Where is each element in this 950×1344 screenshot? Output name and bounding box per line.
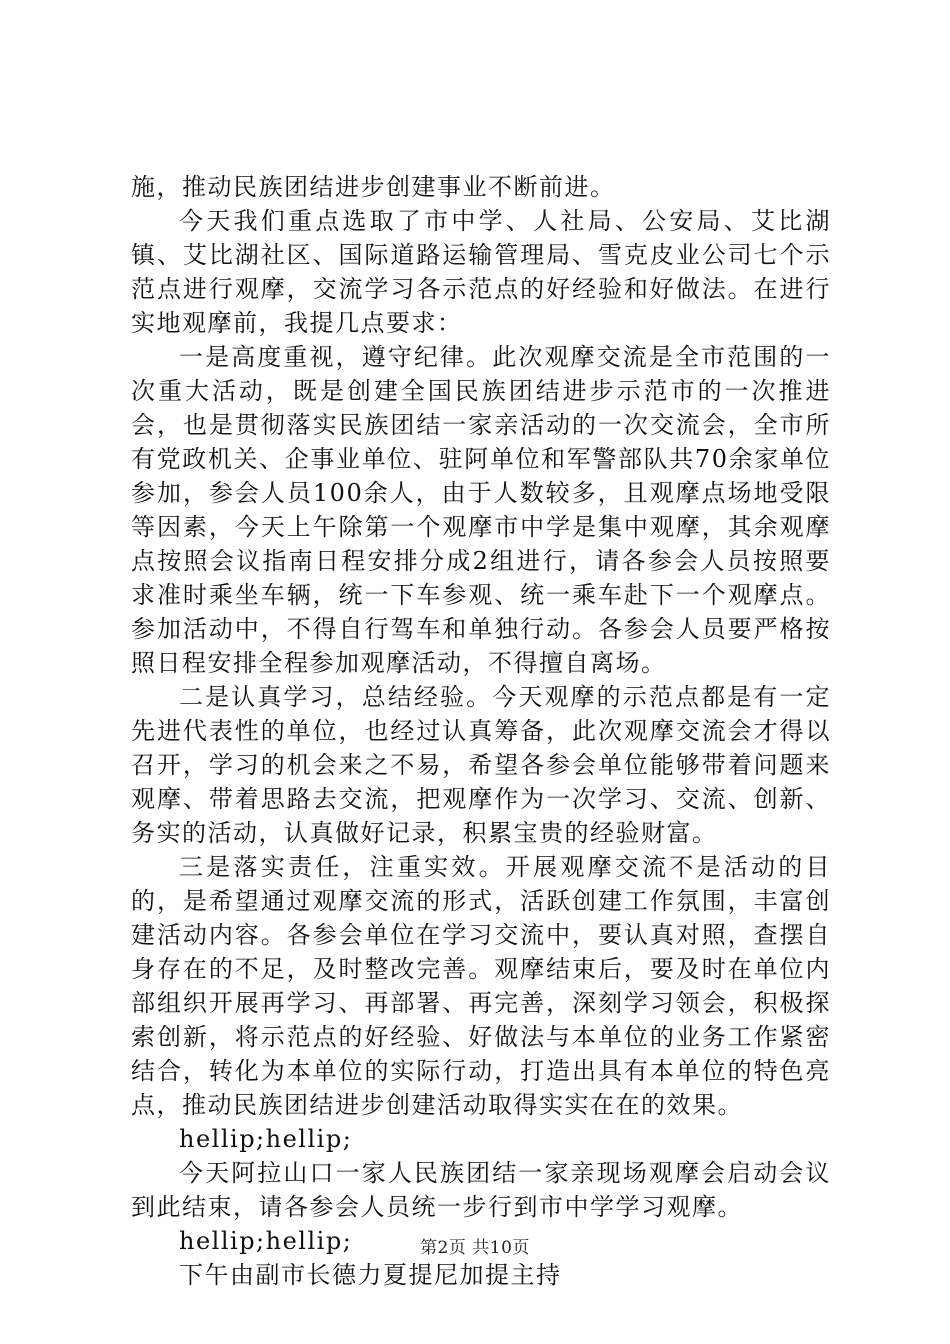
paragraph-requirement-two: 二是认真学习，总结经验。今天观摩的示范点都是有一定先进代表性的单位，也经过认真筹备，此次观摩交流会才得以召开，学习的机会来之不易，希望各参会单位能够带着问题来观摩、带着思路去交流，把观摩作为一次学习、交流、创新、务实的活动，认真做好记录，积累宝贵的经验财富。 bbox=[131, 683, 831, 847]
paragraph-continuation: 施，推动民族团结进步创建事业不断前进。 bbox=[131, 173, 616, 201]
paragraph-afternoon-host: 下午由副市长德力夏提尼加提主持 bbox=[179, 1261, 562, 1289]
document-body bbox=[131, 170, 831, 1292]
page-number-footer: 第2页 共10页 bbox=[420, 1238, 530, 1258]
paragraph-ellipsis: hellip;hellip; bbox=[179, 1227, 353, 1255]
paragraph-requirement-one: 一是高度重视，遵守纪律。此次观摩交流是全市范围的一次重大活动，既是创建全国民族团结进步示范市的一次推进会，也是贯彻落实民族团结一家亲活动的一次交流会，全市所有党政机关、企事业单位、驻阿单位和军警部队共70余家单位参加，参会人员100余人，由于人数较多，且观摩点场地受限等因素，今天上午除第一个观摩市中学是集中观摩，其余观摩点按照会议指南日程安排分成2组进行，请各参会人员按照要求准时乘坐车辆，统一下车参观、统一乘车赴下一个观摩点。参加活动中，不得自行驾车和单独行动。各参会人员要严格按照日程安排全程参加观摩活动，不得擅自离场。 bbox=[131, 343, 831, 677]
paragraph-demonstration-sites: 今天我们重点选取了市中学、人社局、公安局、艾比湖镇、艾比湖社区、国际道路运输管理局、雪克皮业公司七个示范点进行观摩，交流学习各示范点的好经验和好做法。在进行实地观摩前，我提几点要求： bbox=[131, 207, 831, 337]
paragraph-ellipsis: hellip;hellip; bbox=[179, 1125, 353, 1153]
paragraph-closing: 今天阿拉山口一家人民族团结一家亲现场观摩会启动会议到此结束，请各参会人员统一步行到市中学学习观摩。 bbox=[131, 1159, 831, 1221]
paragraph-requirement-three: 三是落实责任，注重实效。开展观摩交流不是活动的目的，是希望通过观摩交流的形式，活跃创建工作氛围，丰富创建活动内容。各参会单位在学习交流中，要认真对照，查摆自身存在的不足，及时整改完善。观摩结束后，要及时在单位内部组织开展再学习、再部署、再完善，深刻学习领会，积极探索创新，将示范点的好经验、好做法与本单位的业务工作紧密结合，转化为本单位的实际行动，打造出具有本单位的特色亮点，推动民族团结进步创建活动取得实实在在的效果。 bbox=[131, 853, 831, 1119]
